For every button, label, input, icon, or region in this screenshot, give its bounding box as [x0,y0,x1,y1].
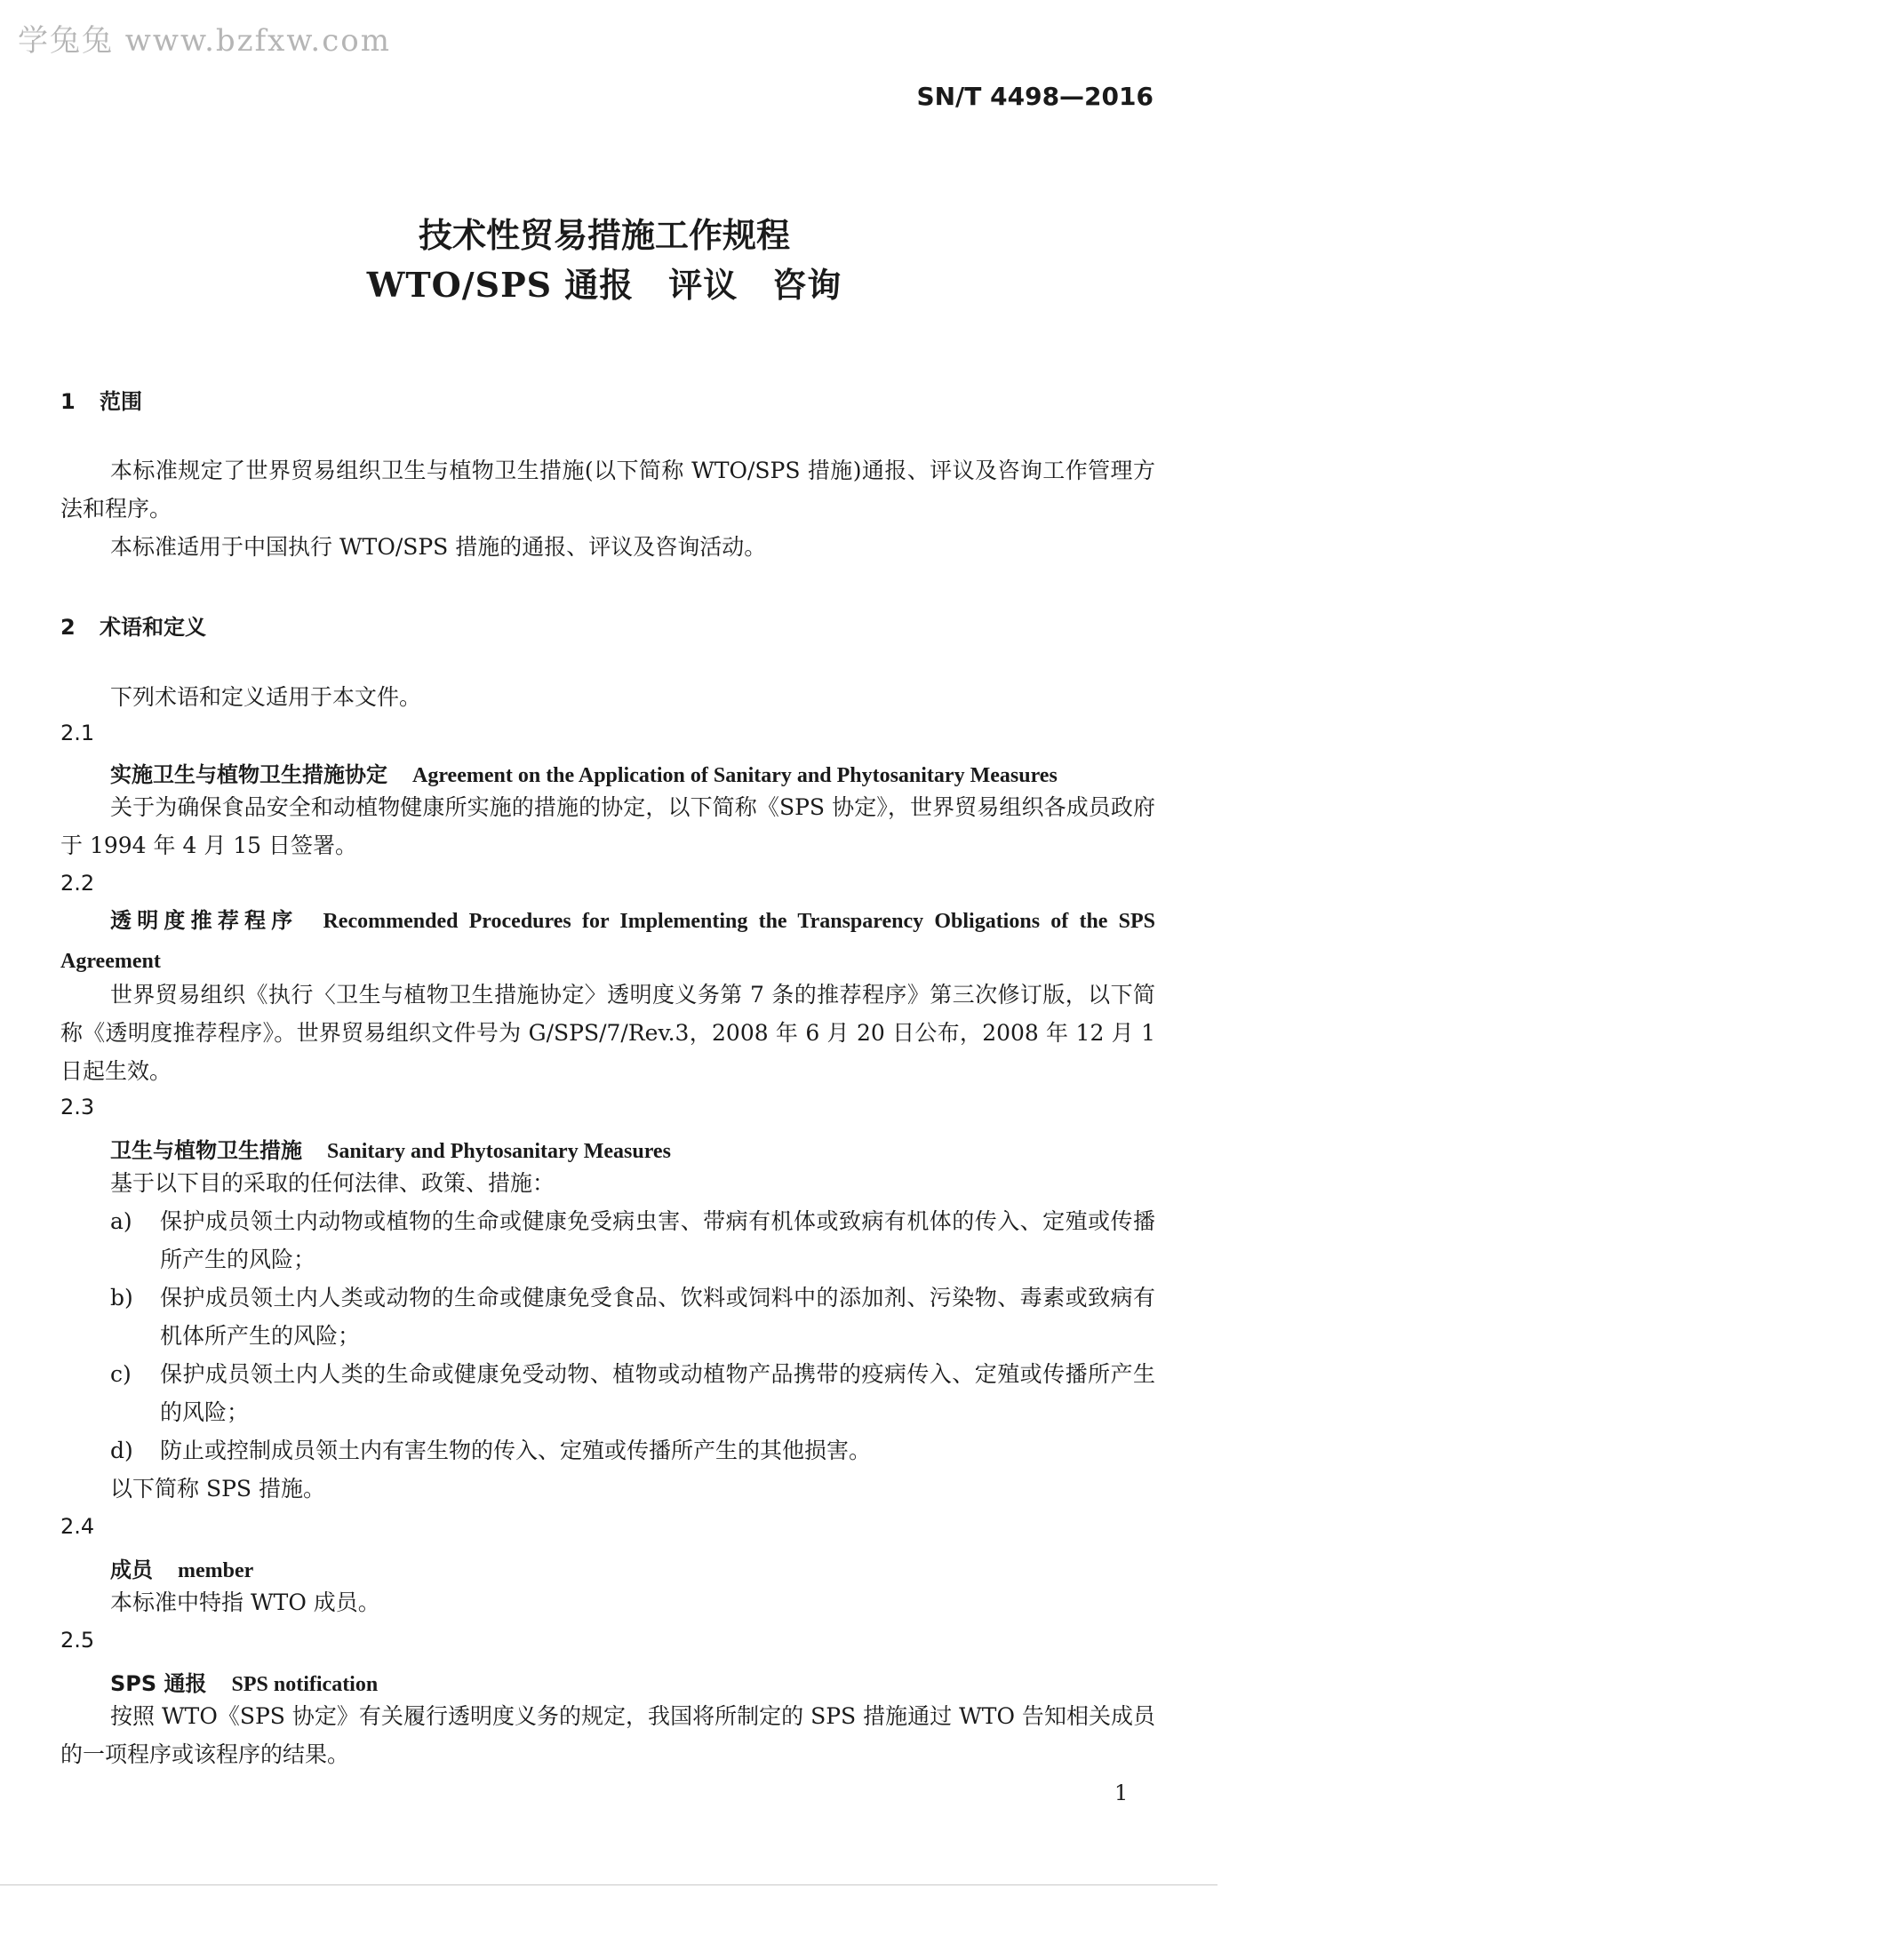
list-marker: b) [110,1285,133,1311]
term-en: SPS notification [231,1673,379,1696]
term-en: Recommended Procedures for Implementing the Transparency Obligations of the SPS Agreement [60,910,1156,973]
clause-number: 2.5 [60,1628,95,1653]
term-zh: 卫生与植物卫生措施 [110,1138,302,1163]
term-zh: 透明度推荐程序 [110,908,299,933]
terms-intro: 下列术语和定义适用于本文件。 [110,684,422,710]
term-definition: 本标准中特指 WTO 成员。 [110,1590,380,1615]
section-number: 1 [60,389,76,414]
section-1-heading [60,384,142,415]
clause-number: 2.1 [60,721,95,745]
term-definition: 世界贸易组织《执行〈卫生与植物卫生措施协定〉透明度义务第 7 条的推荐程序》第三次修订版，以下简称《透明度推荐程序》。世界贸易组织文件号为 G/SPS/7/Rev.3，2008 年 6 月 20 日公布，2008 年 12 月 1 日起生效。 [60,982,1155,1084]
list-marker: d) [110,1438,133,1463]
term-en: Sanitary and Phytosanitary Measures [327,1140,671,1163]
list-text: 保护成员领土内人类的生命或健康免受动物、植物或动植物产品携带的疫病传入、定殖或传播所产生的风险； [160,1361,1155,1425]
term-definition-intro: 基于以下目的采取的任何法律、政策、措施： [110,1170,555,1196]
watermark: 学兔兔 www.bzfxw.com [18,23,391,59]
list-item [110,1202,1155,1279]
term-heading [110,1552,253,1583]
term-definition: 按照 WTO《SPS 协定》有关履行透明度义务的规定，我国将所制定的 SPS 措施通过 WTO 告知相关成员的一项程序或该程序的结果。 [60,1703,1155,1767]
term-heading [110,757,1058,788]
document-subtitle: WTO/SPS 通报 评议 咨询 [366,265,842,305]
list-item [110,1355,1155,1431]
term-zh: 实施卫生与植物卫生措施协定 [110,762,387,787]
section-number: 2 [60,615,76,640]
document-title: 技术性贸易措施工作规程 [418,215,790,255]
term-heading [110,1666,378,1697]
list-text: 保护成员领土内人类或动物的生命或健康免受食品、饮料或饲料中的添加剂、污染物、毒素或致病有机体所产生的风险； [160,1285,1155,1349]
list-item [110,1431,1155,1470]
scope-paragraph-1: 本标准规定了世界贸易组织卫生与植物卫生措施(以下简称 WTO/SPS 措施)通报、评议及咨询工作管理方法和程序。 [60,458,1155,522]
section-title: 术语和定义 [100,615,206,640]
clause-number: 2.2 [60,871,95,896]
list-marker: c) [110,1361,132,1387]
term-definition-outro: 以下简称 SPS 措施。 [110,1476,325,1502]
term-zh: SPS 通报 [110,1671,207,1696]
list-marker: a) [110,1208,132,1234]
page-bottom-divider [0,1884,1217,1885]
list-text: 保护成员领土内动物或植物的生命或健康免受病虫害、带病有机体或致病有机体的传入、定殖或传播所产生的风险； [160,1208,1155,1272]
term-heading [60,901,1155,981]
term-en: member [178,1559,254,1582]
scope-paragraph-2: 本标准适用于中国执行 WTO/SPS 措施的通报、评议及咨询活动。 [110,534,767,560]
term-zh: 成员 [110,1558,153,1582]
section-title: 范围 [100,389,142,414]
list-item [110,1279,1155,1355]
page-number: 1 [1114,1781,1129,1805]
term-heading [110,1133,671,1164]
clause-number: 2.4 [60,1514,95,1539]
standard-number: SN/T 4498—2016 [916,82,1154,111]
clause-number: 2.3 [60,1095,95,1119]
section-2-heading [60,610,206,641]
list-text: 防止或控制成员领土内有害生物的传入、定殖或传播所产生的其他损害。 [160,1438,872,1463]
term-definition: 关于为确保食品安全和动植物健康所实施的措施的协定，以下简称《SPS 协定》，世界贸易组织各成员政府于 1994 年 4 月 15 日签署。 [60,794,1155,858]
term-en: Agreement on the Application of Sanitary and Phytosanitary Measures [412,764,1058,787]
